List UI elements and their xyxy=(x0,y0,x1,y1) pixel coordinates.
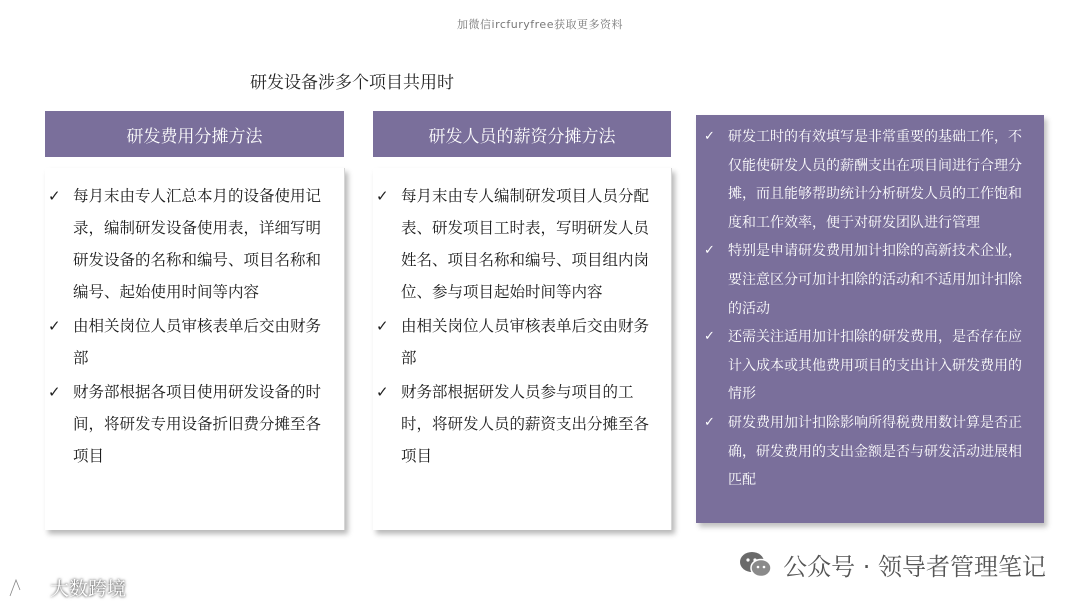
list-item-text: 由相关岗位人员审核表单后交由财务部 xyxy=(401,317,650,367)
checkmark-icon: ✓ xyxy=(704,329,715,345)
brand-watermark-text: 大数跨境 xyxy=(50,578,127,600)
side-note-item xyxy=(696,409,1032,495)
side-note-text: 研发费用加计扣除影响所得税费用数计算是否正确，研发费用的支出金额是否与研发活动进展相匹配 xyxy=(728,414,1022,489)
column-rd-expense-allocation xyxy=(45,168,345,530)
checkmark-icon: ✓ xyxy=(376,187,389,205)
wechat-watermark-text: 公众号 · 领导者管理笔记 xyxy=(783,553,1046,581)
list-item-text: 每月末由专人汇总本月的设备使用记录，编制研发设备使用表，详细写明研发设备的名称和编号、项目名称和编号、起始使用时间等内容 xyxy=(73,187,322,301)
checkmark-icon: ✓ xyxy=(48,317,61,335)
slide-title: 研发设备涉多个项目共用时 xyxy=(250,73,454,93)
wechat-watermark xyxy=(739,547,1046,582)
list-item xyxy=(45,376,334,472)
list-item xyxy=(373,180,661,308)
list-item-text: 每月末由专人编制研发项目人员分配表、研发项目工时表，写明研发人员姓名、项目名称和编号、项目组内岗位、参与项目起始时间等内容 xyxy=(401,187,650,301)
top-watermark-note: 加微信ircfuryfree获取更多资料 xyxy=(457,18,623,31)
list-item xyxy=(373,376,661,472)
list-item xyxy=(45,310,334,374)
side-note-item xyxy=(696,323,1032,409)
list-item xyxy=(45,180,334,308)
side-note-text: 还需关注适用加计扣除的研发费用，是否存在应计入成本或其他费用项目的支出计入研发费用的情形 xyxy=(728,329,1022,403)
header-rd-salary-allocation: 研发人员的薪资分摊方法 xyxy=(373,111,671,157)
checkmark-icon: ✓ xyxy=(704,414,715,430)
brand-watermark xyxy=(6,574,126,601)
checkmark-icon: ✓ xyxy=(48,383,61,401)
side-note-item xyxy=(696,123,1032,237)
header-rd-expense-allocation: 研发费用分摊方法 xyxy=(45,111,344,157)
wechat-icon xyxy=(739,550,773,580)
checkmark-icon: ✓ xyxy=(48,187,61,205)
side-note-text: 研发工时的有效填写是非常重要的基础工作，不仅能使研发人员的薪酬支出在项目间进行合理分摊，而且能够帮助统计分析研发人员的工作饱和度和工作效率，便于对研发团队进行管理 xyxy=(728,129,1022,231)
list-item-text: 由相关岗位人员审核表单后交由财务部 xyxy=(73,317,322,367)
list-item-text: 财务部根据各项目使用研发设备的时间，将研发专用设备折旧费分摊至各项目 xyxy=(73,383,322,465)
list-item-text: 财务部根据研发人员参与项目的工时，将研发人员的薪资支出分摊至各项目 xyxy=(401,383,650,465)
checkmark-icon: ✓ xyxy=(704,243,715,259)
checkmark-icon: ✓ xyxy=(376,383,389,401)
list-item xyxy=(373,310,661,374)
side-notes-panel xyxy=(696,115,1044,523)
side-note-text: 特别是申请研发费用加计扣除的高新技术企业，要注意区分可加计扣除的活动和不适用加计扣除的活动 xyxy=(728,243,1022,317)
checkmark-icon: ✓ xyxy=(704,129,715,144)
brand-logo-icon xyxy=(6,576,46,600)
side-note-item xyxy=(696,237,1032,323)
column-rd-salary-allocation xyxy=(373,168,672,530)
checkmark-icon: ✓ xyxy=(376,317,389,335)
